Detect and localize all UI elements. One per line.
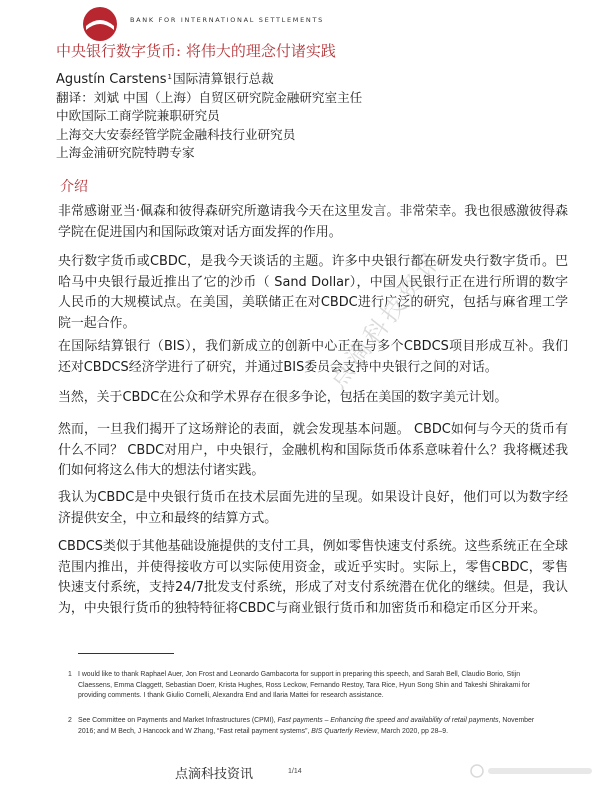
footnote-text: , March 2020, pp 28–9. [377,727,448,735]
author-block [56,68,566,162]
paragraph: 央行数字货币或CBDC，是我今天谈话的主题。许多中央银行都在研发央行数字货币。巴哈马中央银行最近推出了它的沙币（ Sand Dollar），中国人民银行正在进行所谓的数字人民币的大规模试点。在美国，美联储正在对CBDC进行广泛的研究，包括与麻省理工学院一起合作。 [58,254,568,331]
author-name: Agustín Carstens [56,72,167,87]
footnote-text: See Committee on Payments and Market Infrastructures (CPMI), [78,717,278,724]
author-line [56,68,566,89]
footnote-ref[interactable]: 1 [167,73,172,81]
footnote-number: 1 [68,671,72,678]
footer-watermark: 点滴科技资讯 [175,767,254,782]
page-number: 1/14 [288,768,302,775]
paragraph: 在国际结算银行（BIS），我们新成立的创新中心正在与多个CBDCS项目形成互补。我们还对CBDCS经济学进行了研究，并通过BIS委员会支持中央银行之间的对话。 [58,339,568,375]
section-heading: 介绍 [60,179,88,195]
diagonal-watermark: 点滴科技资讯 [323,244,449,394]
author-role: 国际清算银行总裁 [172,71,274,86]
footnote-number: 2 [68,717,72,724]
translator-line: 上海金浦研究院特聘专家 [56,144,195,160]
paragraph: 我认为CBDC是中央银行货币在技术层面先进的呈现。如果设计良好，他们可以为数字经济提供安全，中立和最终的结算方式。 [58,490,568,526]
translator-line: 中欧国际工商学院兼职研究员 [56,108,220,124]
footnote-text: I would like to thank Raphael Auer, Jon Frost and Leonardo Gambacorta for support in preparing this speech, and Sarah Bell, Claudio Borio, Stijn Claessens, Emma Claggett, Sebastian Doerr, Krista Hughes, Ross Leckow, Fernando Restoy, Tara Rice, Hyun Song Shin and Takeshi Shirakami for providing comments. I thank Giulio Cornelli, Alexandra End and Ilaria Mattei for research assistance. [78,671,530,700]
translator-line: 翻译：刘斌 中国（上海）自贸区研究院金融研究室主任 [56,90,363,106]
brand-icon [470,764,484,778]
brand-line [488,768,592,774]
bis-logo [80,4,120,44]
paragraph: CBDCS类似于其他基础设施提供的支付工具，例如零售快速支付系统。这些系统正在全球范围内推出，并使得接收方可以实际使用资金，或近乎实时。实际上，零售CBDC，零售快速支付系统，支持24/7批发支付系统，形成了对支付系统潜在优化的继续。但是，我认为，中央银行货币的独特特征将CBDC与商业银行货币和加密货币和稳定币区分开来。 [58,539,568,616]
footnote-italic: BIS Quarterly Review [311,727,378,735]
brand-badge [470,762,592,780]
footnote-italic: Fast payments – Enhancing the speed and availability of retail payments [277,717,499,724]
footnote [68,716,548,737]
footnote-text: , November 2016; and M Bech, J Hancock and W Zhang, “Fast retail payment systems”, [78,717,535,735]
translator-line: 上海交大安泰经管学院金融科技行业研究员 [56,126,296,142]
footnote [68,670,548,702]
org-name: BANK FOR INTERNATIONAL SETTLEMENTS [130,16,324,24]
paragraph: 当然，关于CBDC在公众和学术界存在很多争论，包括在美国的数字美元计划。 [58,390,508,405]
paragraph: 非常感谢亚当·佩森和彼得森研究所邀请我今天在这里发言。非常荣幸。我也很感激彼得森学院在促进国内和国际政策对话方面发挥的作用。 [58,204,568,240]
footnote-divider [78,653,174,654]
document-title: 中央银行数字货币: 将伟大的理念付诸实践 [56,42,336,60]
paragraph: 然而，一旦我们揭开了这场辩论的表面，就会发现基本问题。 CBDC如何与今天的货币有什么不同？ CBDC对用户，中央银行，金融机构和国际货币体系意味着什么？我将概述我们如何将这么伟大的想法付诸实践。 [58,422,568,479]
